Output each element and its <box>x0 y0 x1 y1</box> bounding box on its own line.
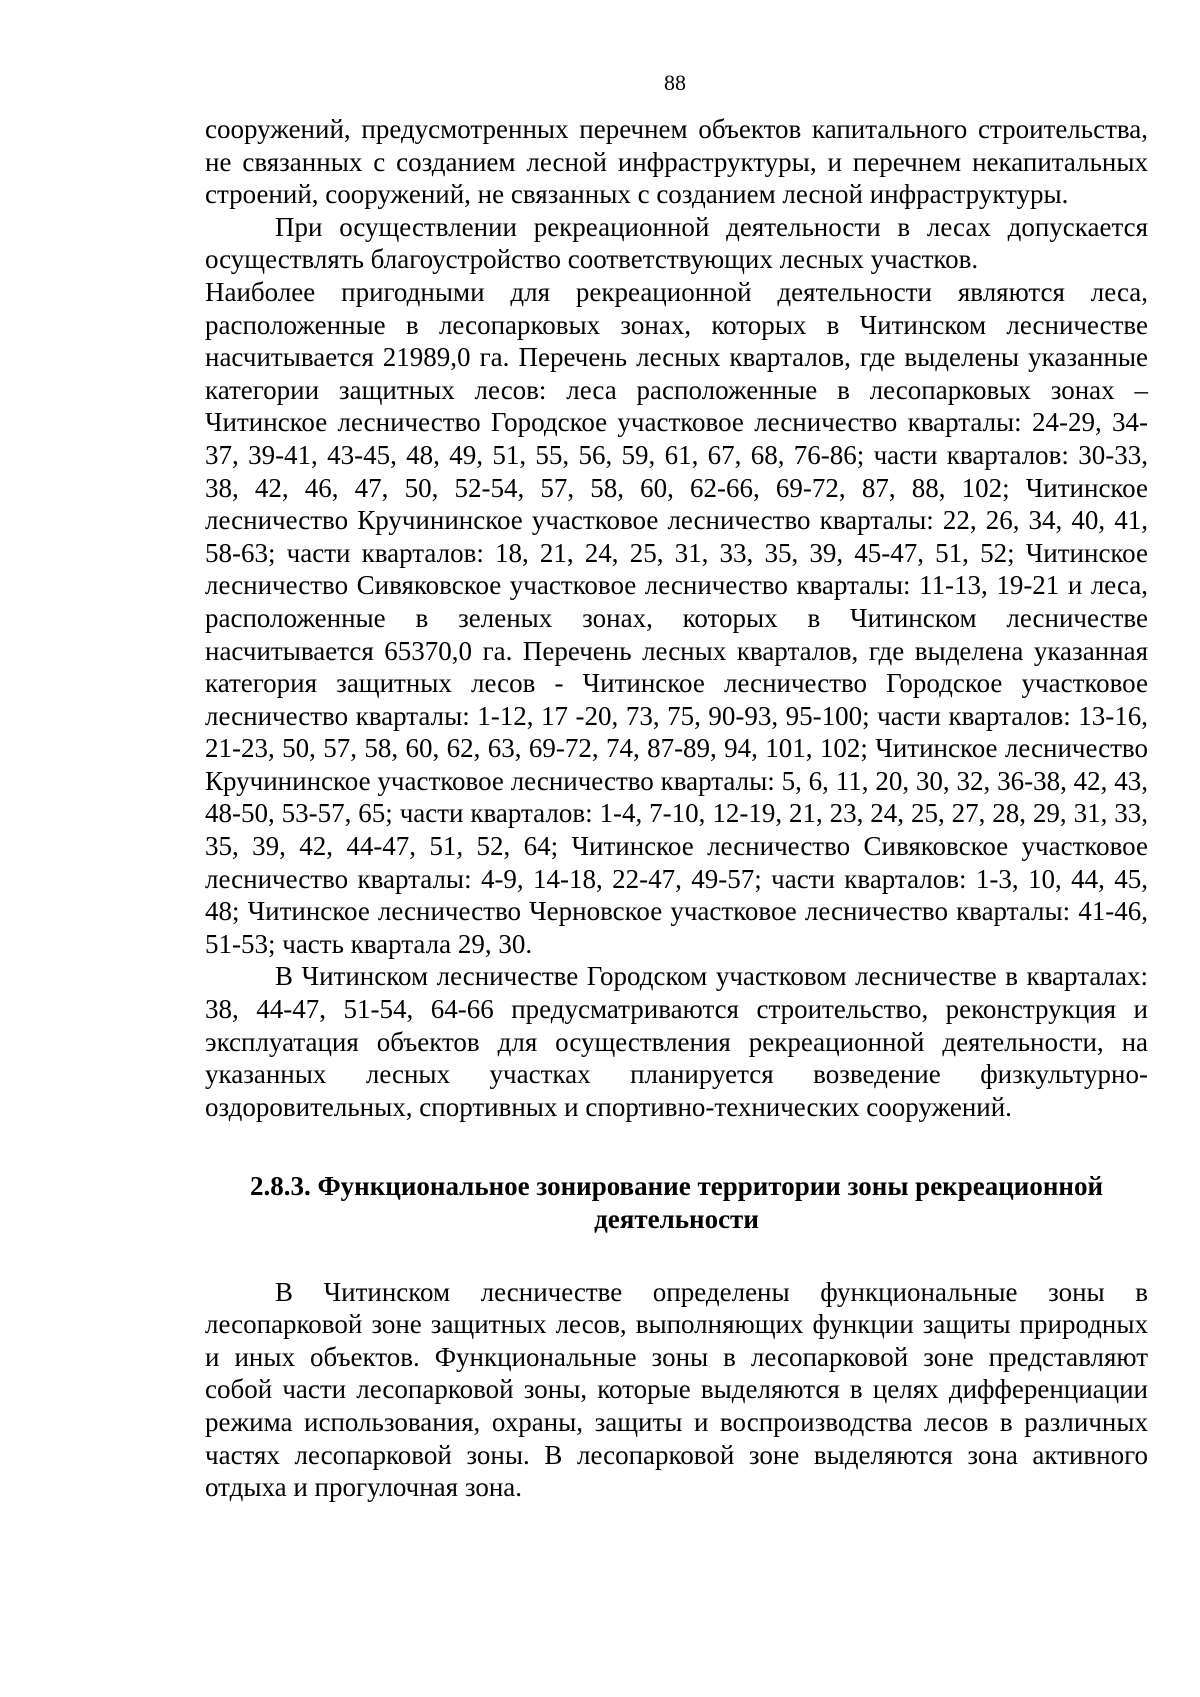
document-body <box>205 113 1148 1504</box>
paragraph-functional-zones: В Читинском лесничестве определены функциональные зоны в лесопарковой зоне защитных лесов, выполняющих функции защиты природных и иных объектов. Функциональные зоны в лесопарковой зоне представляют собой части лесопарковой зоны, которые выделяются в целях дифференциации режима использования, охраны, защиты и воспроизводства лесов в различных частях лесопарковой зоны. В лесопарковой зоне выделяются зона активного отдыха и прогулочная зона. <box>205 1276 1148 1503</box>
section-heading: 2.8.3. Функциональное зонирование территории зоны рекреационной деятельности <box>249 1171 1104 1234</box>
page-number: 88 <box>664 70 686 95</box>
paragraph-continuation: сооружений, предусмотренных перечнем объектов капитального строительства, не связанных с созданием лесной инфраструктуры, и перечнем некапитальных строений, сооружений, не связанных с созданием лесной инфраструктуры. <box>205 114 1148 210</box>
paragraph-forest-park-zones: Наиболее пригодными для рекреационной деятельности являются леса, расположенные в лесопарковых зонах, которых в Читинском лесничестве насчитывается 21989,0 га. Перечень лесных кварталов, где выделены указанные категории защитных лесов: леса расположенные в лесопарковых зонах – Читинское лесничество Городское участковое лесничество кварталы: 24-29, 34-37, 39-41, 43-45, 48, 49, 51, 55, 56, 59, 61, 67, 68, 76-86; части кварталов: 30-33, 38, 42, 46, 47, 50, 52-54, 57, 58, 60, 62-66, 69-72, 87, 88, 102; Читинское лесничество Кручининское участковое лесничество кварталы: 22, 26, 34, 40, 41, 58-63; части кварталов: 18, 21, 24, 25, 31, 33, 35, 39, 45-47, 51, 52; Читинское лесничество Сивяковское участковое лесничество кварталы: 11-13, 19-21 и леса, расположенные в зеленых зонах, которых в Читинском лесничестве насчитывается 65370,0 га. Перечень лесных кварталов, где выделена указанная категория защитных лесов - Читинское лесничество Городское участковое лесничество кварталы: 1-12, 17 -20, 73, 75, 90-93, 95-100; части кварталов: 13-16, 21-23, 50, 57, 58, 60, 62, 63, 69-72, 74, 87-89, 94, 101, 102; Читинское лесничество Кручининское участковое лесничество кварталы: 5, 6, 11, 20, 30, 32, 36-38, 42, 43, 48-50, 53-57, 65; части кварталов: 1-4, 7-10, 12-19, 21, 23, 24, 25, 27, 28, 29, 31, 33, 35, 39, 42, 44-47, 51, 52, 64; Читинское лесничество Сивяковское участковое лесничество кварталы: 4-9, 14-18, 22-47, 49-57; части кварталов: 1-3, 10, 44, 45, 48; Читинское лесничество Черновское участковое лесничество кварталы: 41-46, 51-53; часть квартала 29, 30. <box>205 276 1148 959</box>
paragraph-recreation-improvement: При осуществлении рекреационной деятельности в лесах допускается осуществлять благоустройство соответствующих лесных участков. <box>205 211 1148 275</box>
paragraph-construction-plan: В Читинском лесничестве Городском участковом лесничестве в кварталах: 38, 44-47, 51-54, 64-66 предусматриваются строительство, реконструкция и эксплуатация объектов для осуществления рекреационной деятельности, на указанных лесных участках планируется возведение физкультурно-оздоровительных, спортивных и спортивно-технических сооружений. <box>205 961 1148 1122</box>
